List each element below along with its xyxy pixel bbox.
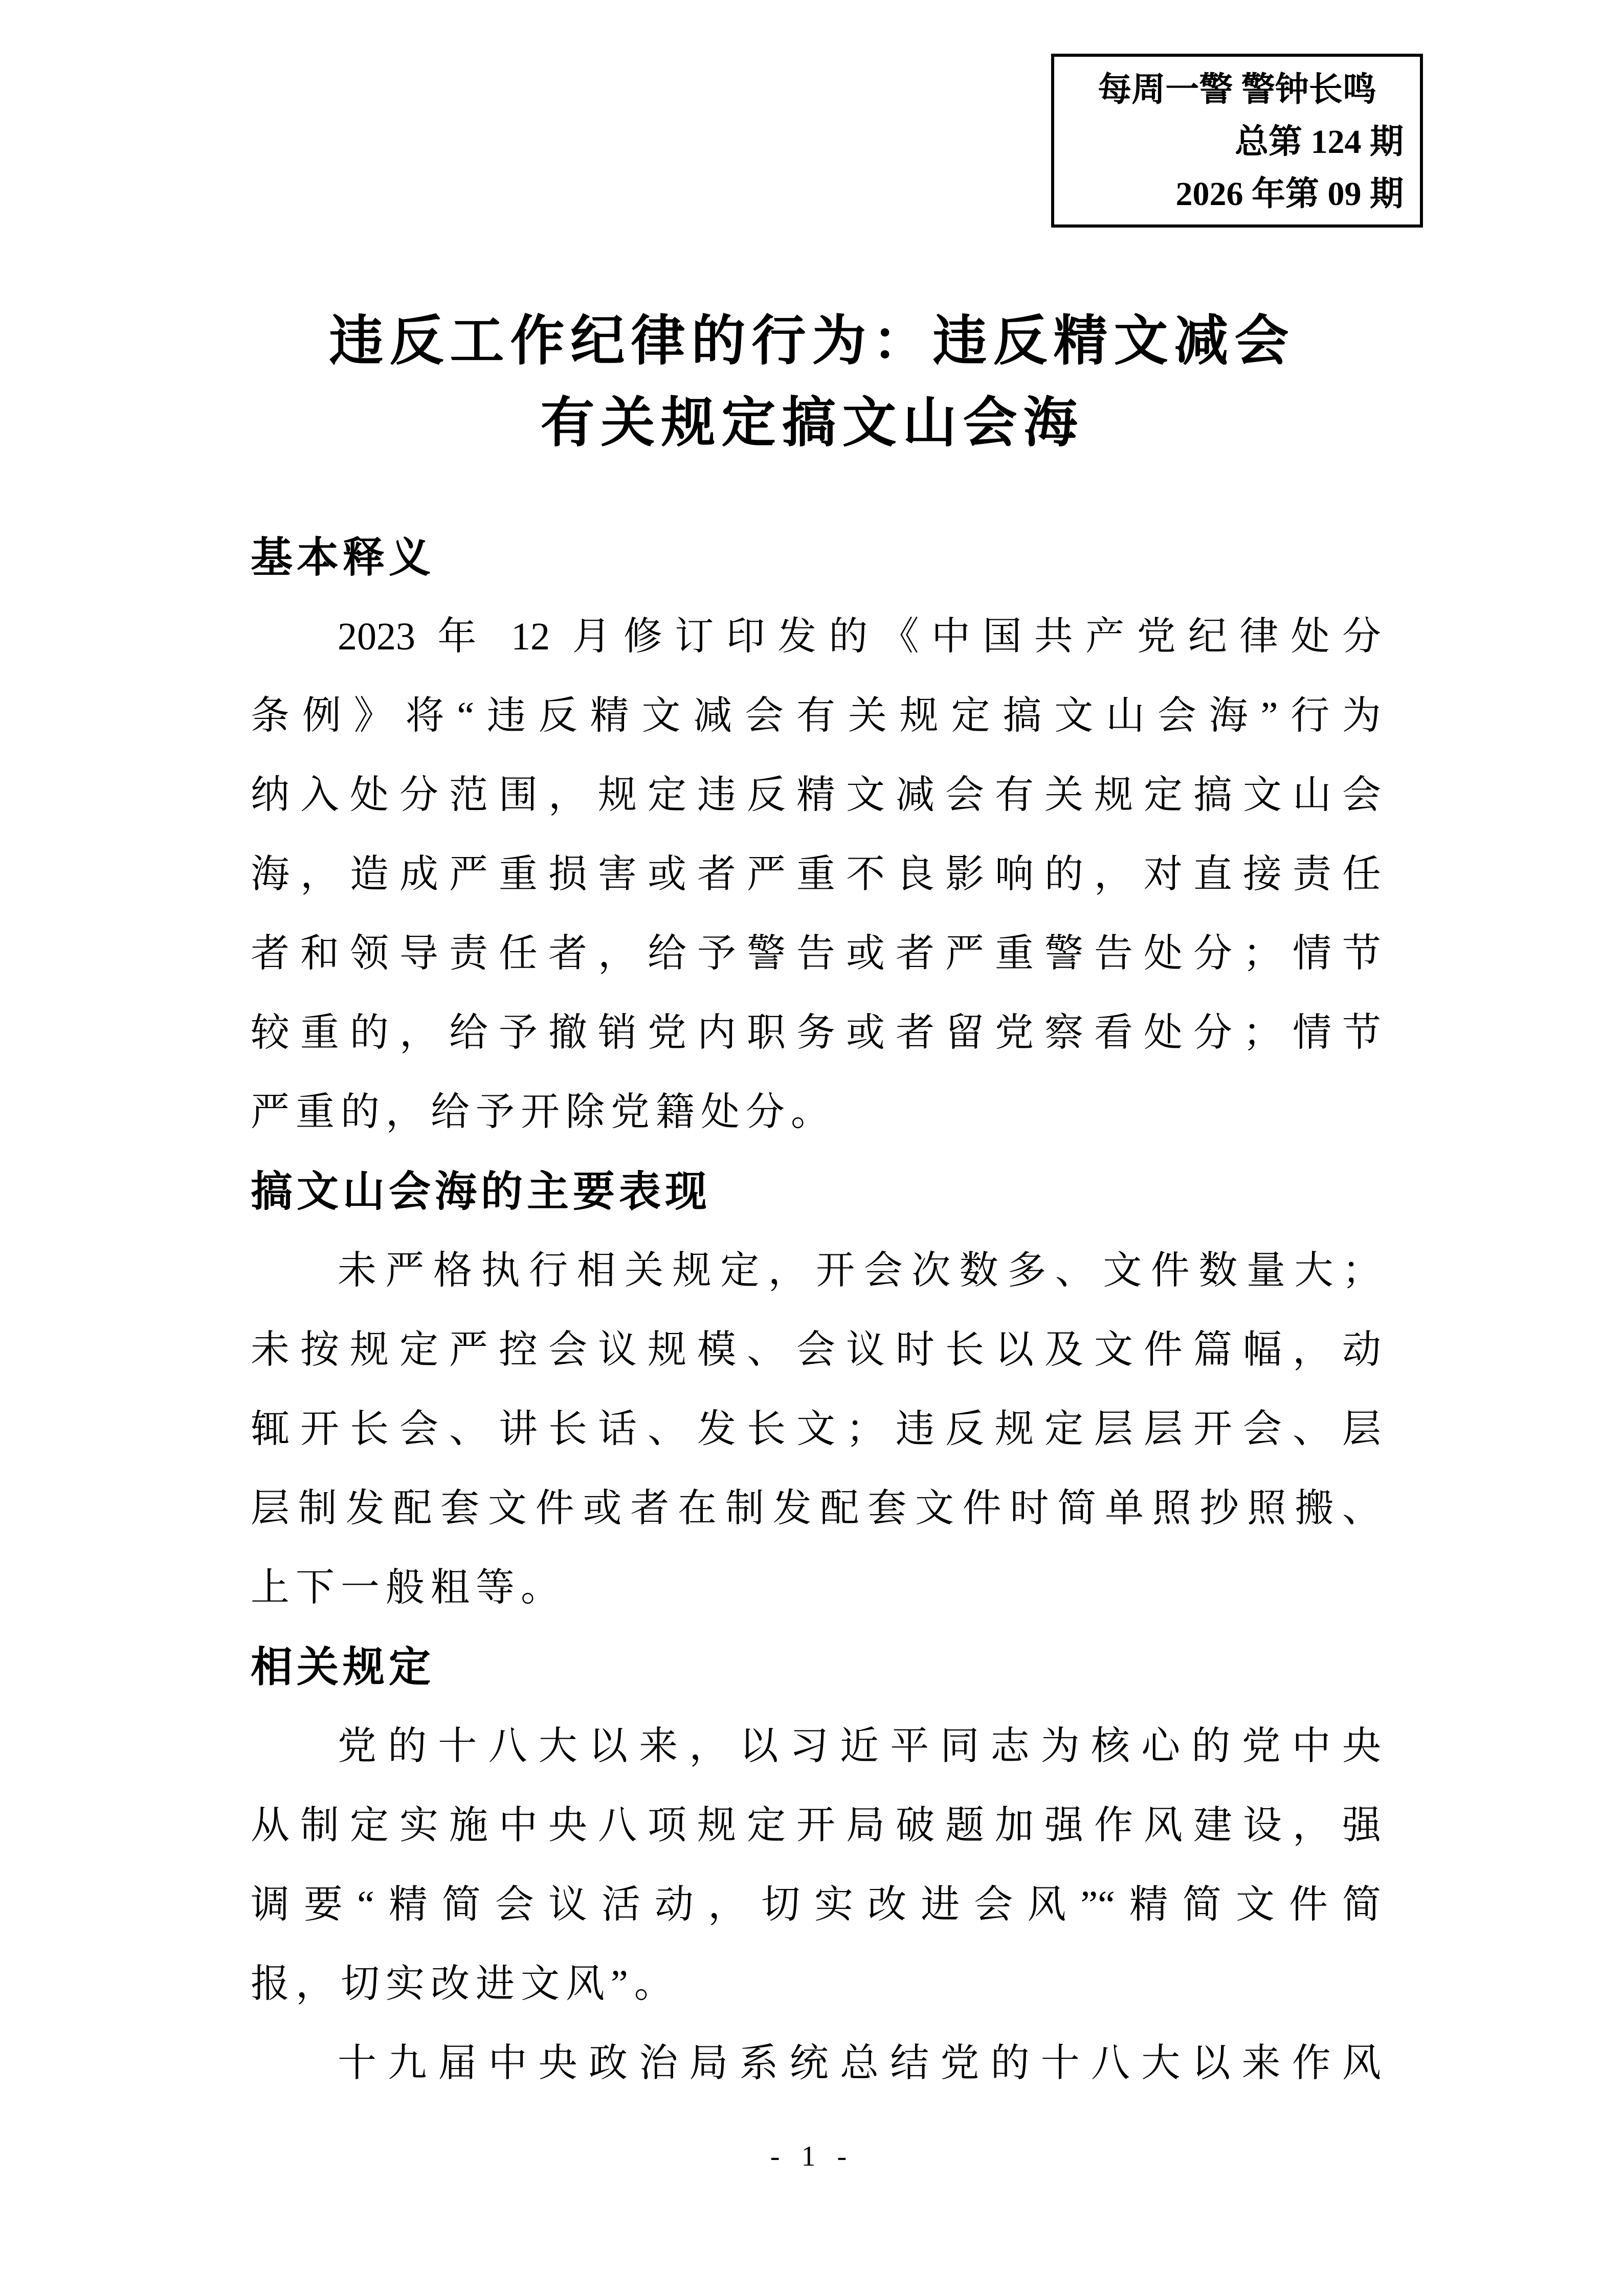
paragraph (251, 597, 1381, 1152)
text-line: 者和领导责任者，给予警告或者严重警告处分；情节 (251, 932, 1381, 975)
document-body (251, 518, 1381, 2103)
text-line: 2023 年 12 月修订印发的《中国共产党纪律处分 (338, 615, 1381, 658)
text-line: 上下一般粗等。 (251, 1566, 566, 1609)
text-line: 较重的，给予撤销党内职务或者留党察看处分；情节 (251, 1011, 1381, 1054)
document-title-line-1: 违反工作纪律的行为：违反精文减会 (329, 311, 1295, 371)
text-line: 未严格执行相关规定，开会次数多、文件数量大； (338, 1249, 1381, 1292)
issue-slogan: 每周一警 警钟长鸣 (1098, 71, 1376, 108)
text-line: 调要“精简会议活动，切实改进会风”“精简文件简 (251, 1883, 1381, 1926)
page-number: - 1 - (770, 2141, 854, 2172)
text-line: 严重的，给予开除党籍处分。 (251, 1091, 836, 1134)
issue-year-number: 2026 年第 09 期 (1175, 175, 1404, 213)
text-line: 从制定实施中央八项规定开局破题加强作风建设，强 (251, 1804, 1381, 1847)
section-heading-related-regulations: 相关规定 (251, 1644, 435, 1691)
section-heading-main-manifestations: 搞文山会海的主要表现 (251, 1168, 711, 1215)
text-line: 未按规定严控会议规模、会议时长以及文件篇幅，动 (251, 1329, 1381, 1371)
paragraph (251, 1231, 1381, 1628)
text-line: 海，造成严重损害或者严重不良影响的，对直接责任 (251, 853, 1381, 896)
paragraph (251, 2024, 1381, 2103)
text-line: 报，切实改进文风”。 (251, 1963, 679, 2006)
paragraph (251, 1707, 1381, 2024)
issue-total-number: 总第 124 期 (1235, 123, 1404, 161)
issue-info-box (1051, 54, 1423, 228)
document-title (0, 301, 1624, 464)
text-line: 层制发配套文件或者在制发配套文件时简单照抄照搬、 (251, 1487, 1381, 1530)
text-line: 辄开长会、讲长话、发长文；违反规定层层开会、层 (251, 1408, 1381, 1451)
text-line: 党的十八大以来，以习近平同志为核心的党中央 (338, 1725, 1381, 1768)
text-line: 条例》将“违反精文减会有关规定搞文山会海”行为 (251, 694, 1381, 737)
section-heading-basic-definition: 基本释义 (251, 534, 435, 581)
document-title-line-2: 有关规定搞文山会海 (540, 393, 1084, 453)
text-line: 十九届中央政治局系统总结党的十八大以来作风 (338, 2042, 1381, 2085)
text-line: 纳入处分范围，规定违反精文减会有关规定搞文山会 (251, 774, 1381, 817)
